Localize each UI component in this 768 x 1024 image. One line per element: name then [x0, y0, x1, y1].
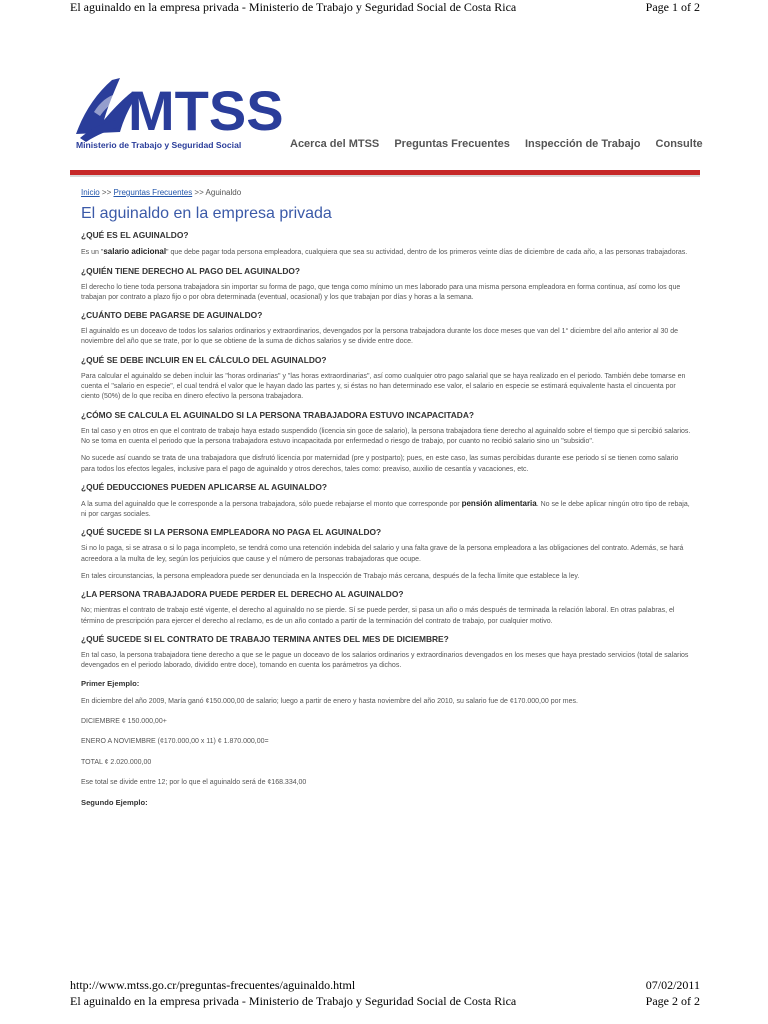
answer-1-bold: salario adicional	[103, 247, 167, 257]
logo-text: MTSS	[128, 79, 284, 142]
answer-7b: En tales circunstancias, la persona empleadora puede ser denunciada en la Inspección de Trabajo más cercana, después de la fecha límite que establece la ley.	[81, 573, 580, 581]
answer-5b: No sucede así cuando se trata de una trabajadora que disfrutó licencia por maternidad (pre y postparto); pues, en este caso, las sumas percibidas durante ese periodo sí se tienen como salario para todos los efectos legales, inclusive para el pago de aguinaldo y otros derechos, tales como: preaviso, auxilio de cesantía y vacaciones, etc.	[81, 455, 679, 473]
example-1-text: En diciembre del año 2009, María ganó ¢150.000,00 de salario; luego a partir de enero y hasta noviembre del año 2010, su salario fue de ¢170.000,00 por mes.	[81, 697, 578, 705]
answer-8: No; mientras el contrato de trabajo esté vigente, el derecho al aguinaldo no se pierde. Sí se puede perder, si pasa un año o más después de terminada la relación laboral. En otras palabras, el término de prescripción para ejercer el derecho al reclamo, es de un año contado a partir de la terminación del contrato de trabajo, por cualquier motivo.	[81, 607, 675, 625]
answer-1	[81, 247, 694, 258]
nav-consulte[interactable]: Consulte	[655, 138, 703, 150]
question-9: ¿QUÉ SUCEDE SI EL CONTRATO DE TRABAJO TERMINA ANTES DEL MES DE DICIEMBRE?	[81, 633, 449, 644]
example-1-line-4: Ese total se divide entre 12; por lo que el aguinaldo será de ¢168.334,00	[81, 779, 307, 787]
question-5: ¿CÓMO SE CALCULA EL AGUINALDO SI LA PERSONA TRABAJADORA ESTUVO INCAPACITADA?	[81, 409, 475, 420]
answer-6-bold: pensión alimentaria	[461, 498, 537, 508]
example-2-title: Segundo Ejemplo:	[81, 798, 148, 808]
nav-inspeccion[interactable]: Inspección de Trabajo	[524, 138, 641, 150]
question-4: ¿QUÉ SE DEBE INCLUIR EN EL CÁLCULO DEL AGUINALDO?	[81, 354, 327, 365]
answer-1-rest: " que debe pagar toda persona empleadora, cualquiera que sea su actividad, dentro de los primeros veinte días de diciembre de cada año, a las personas trabajadoras.	[166, 249, 688, 257]
answer-2: El derecho lo tiene toda persona trabajadora sin importar su forma de pago, que tenga como mínimo un mes laborado para una misma persona empleadora en forma continua, así como los que trabajan por contrato a plazo fijo o por obra determinada (eventual, ocasional) y los que trabajan por días y horas a la semana.	[81, 283, 681, 301]
breadcrumb-home-link[interactable]: Inicio	[81, 188, 100, 197]
answer-6-part: A la suma del aguinaldo que le corresponde a la persona trabajadora, sólo puede rebajarse el monto que corresponde por	[81, 500, 462, 508]
print-footer-date: 07/02/2011	[645, 978, 700, 992]
example-1-title: Primer Ejemplo:	[81, 678, 140, 688]
print-footer	[0, 978, 768, 1024]
question-2: ¿QUIÉN TIENE DERECHO AL PAGO DEL AGUINALDO?	[81, 265, 300, 276]
example-1-line-2: ENERO A NOVIEMBRE (¢170.000,00 x 11) ¢ 1.870.000,00=	[81, 738, 269, 746]
print-footer-url: http://www.mtss.go.cr/preguntas-frecuentes/aguinaldo.html	[70, 978, 356, 992]
answer-3: El aguinaldo es un doceavo de todos los salarios ordinarios y extraordinarios, devengados por la persona trabajadora durante los doce meses que van del 1° diciembre del año anterior al 30 de noviembre del año que se trate, por lo que se obtiene de la suma de dichos salarios y se divide entre doce.	[81, 328, 679, 346]
example-1-line-3: TOTAL ¢ 2.020.000,00	[81, 758, 152, 766]
breadcrumb	[81, 188, 694, 198]
main-nav	[290, 138, 715, 150]
print-footer-title: El aguinaldo en la empresa privada - Ministerio de Trabajo y Seguridad Social de Costa Rica	[70, 994, 517, 1008]
example-1-line-1: DICIEMBRE ¢ 150.000,00+	[81, 718, 167, 726]
answer-7: Si no lo paga, si se atrasa o si lo paga incompleto, se tendrá como una retención indebida del salario y una falta grave de la persona empleadora a las obligaciones del contrato. Además, se hará acreedora a la multa de ley, según los perjuicios que cause y el número de personas trabajadoras que ocupe.	[81, 545, 684, 563]
print-header	[0, 0, 768, 18]
nav-preguntas[interactable]: Preguntas Frecuentes	[394, 138, 510, 150]
logo-subtitle: Ministerio de Trabajo y Seguridad Social	[76, 140, 242, 150]
question-6: ¿QUÉ DEDUCCIONES PUEDEN APLICARSE AL AGUINALDO?	[81, 481, 327, 492]
question-1: ¿QUÉ ES EL AGUINALDO?	[81, 230, 189, 241]
breadcrumb-faq-link[interactable]: Preguntas Frecuentes	[113, 188, 193, 197]
print-footer-page: Page 2 of 2	[645, 994, 700, 1008]
nav-acerca[interactable]: Acerca del MTSS	[290, 138, 380, 150]
mtss-logo[interactable]	[74, 72, 284, 156]
print-header-page: Page 1 of 2	[645, 0, 700, 14]
answer-5: En tal caso y en otros en que el contrato de trabajo haya estado suspendido (licencia sin goce de salario), la persona trabajadora tiene derecho al aguinaldo sobre el tiempo que si percibió salarios. No se toma en cuenta el periodo que la persona trabajadora estuvo incapacitada por enfermedad o riesgo de trabajo, por cuanto no recibió salario sino un "subsidio".	[81, 427, 691, 445]
page-title: El aguinaldo en la empresa privada	[81, 205, 332, 223]
question-7: ¿QUÉ SUCEDE SI LA PERSONA EMPLEADORA NO PAGA EL AGUINALDO?	[81, 527, 382, 538]
question-3: ¿CUÁNTO DEBE PAGARSE DE AGUINALDO?	[81, 310, 263, 321]
answer-4: Para calcular el aguinaldo se deben incluir las "horas ordinarias" y "las horas extraordinarias", así como cualquier otro pago salarial que se haya realizado en el periodo. También debe tomarse en cuenta el "salario en especie", el cual tendrá el valor que le hayan dado las partes y, si éstas no han determinado ese valor, el salario en especie se estimará equivalente hasta el cincuenta por ciento (50%) de lo que reciba en dinero efectivo la persona trabajadora.	[81, 372, 686, 401]
mtss-logo-graphic	[74, 72, 284, 156]
print-header-title: El aguinaldo en la empresa privada - Ministerio de Trabajo y Seguridad Social de Costa Rica	[70, 0, 517, 14]
answer-6	[81, 499, 694, 521]
answer-1-part: Es un "	[81, 249, 104, 257]
header-gray-stripe	[70, 175, 700, 177]
breadcrumb-separator: >>	[99, 188, 114, 197]
answer-9: En tal caso, la persona trabajadora tiene derecho a que se le pague un doceavo de los salarios ordinarios y extraordinarios devengados en los meses que haya prestado servicios (total de salarios devengados en el periodo laborado, dividido entre doce), tomando en cuenta los parámetros ya dichos.	[81, 651, 689, 670]
article-content	[81, 188, 694, 817]
breadcrumb-current: >> Aguinaldo	[192, 188, 242, 197]
question-8: ¿LA PERSONA TRABAJADORA PUEDE PERDER EL DERECHO AL AGUINALDO?	[81, 589, 404, 600]
answer-6-rest: . No se le debe aplicar ningún otro tipo de rebaja, ni por cargas sociales.	[81, 500, 690, 519]
